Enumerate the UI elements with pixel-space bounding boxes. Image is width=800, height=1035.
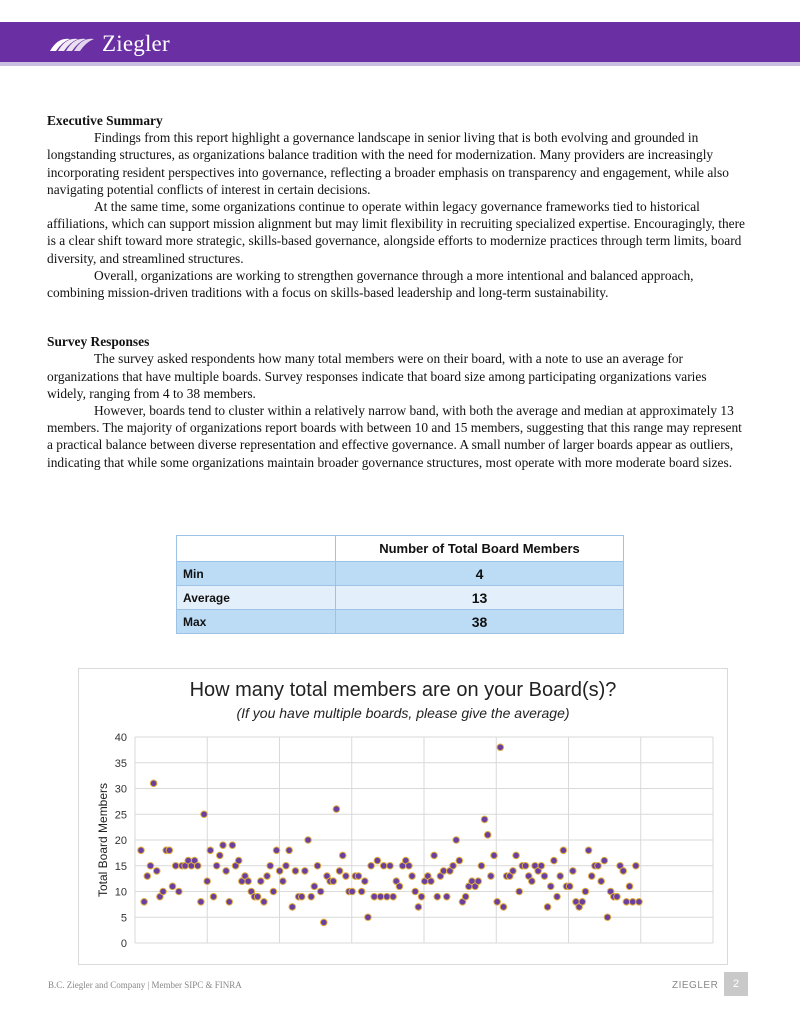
data-point [153,868,160,875]
data-point [321,919,328,926]
data-point [620,868,627,875]
data-point [314,862,321,869]
data-point [204,878,211,885]
data-point [434,893,441,900]
data-point [560,847,567,854]
data-point [361,878,368,885]
data-point [302,868,309,875]
data-point [172,862,179,869]
data-point [462,893,469,900]
data-point [418,893,425,900]
y-tick-label: 10 [114,886,127,899]
data-point [343,873,350,880]
y-tick-label: 15 [114,860,127,873]
data-point [522,862,529,869]
data-point [292,868,299,875]
data-point [254,893,261,900]
y-tick-label: 0 [120,938,127,950]
data-point [601,857,608,864]
data-point [276,868,283,875]
survey-responses-paragraph-1: The survey asked respondents how many total members were on their board, with a note to use an average for organizations that have multiple boards. Survey responses indicate that board size among participating organizations varies widely, ranging from 4 to 38 members. [47,351,707,401]
stats-label-average: Average [177,586,336,610]
data-point [264,873,271,880]
data-point [488,873,495,880]
footer-disclaimer: B.C. Ziegler and Company | Member SIPC & FINRA [48,980,242,990]
data-point [141,899,148,906]
data-point [305,837,312,844]
table-row [177,562,624,586]
survey-responses-title: Survey Responses [47,334,150,350]
data-point [554,893,561,900]
data-point [629,899,636,906]
table-row [177,610,624,634]
data-point [409,873,416,880]
scatter-plot [79,669,727,964]
data-point [494,899,501,906]
stats-table-header: Number of Total Board Members [336,536,624,562]
data-point [380,862,387,869]
y-tick-label: 30 [114,783,127,796]
data-point [415,904,422,911]
board-members-stats-table [176,535,624,634]
data-point [500,904,507,911]
data-point [207,847,214,854]
data-point [544,904,551,911]
data-point [456,857,463,864]
data-point [339,852,346,859]
data-point [308,893,315,900]
data-point [273,847,280,854]
footer-brand: ZIEGLER [672,980,719,991]
executive-summary-paragraph-3: Overall, organizations are working to strengthen governance through a more intentional and balanced approach, combining mission-driven traditions with a focus on skills-based leadership and long-term sustainability. [47,267,694,301]
data-point [626,883,633,890]
data-point [453,837,460,844]
survey-responses-paragraph-2: However, boards tend to cluster within a relatively narrow band, with both the average and median at approximately 13 members. The majority of organizations report boards with between 10 and 15 members, suggesting that this range may represent a practical balance between diverse representation and effective governance. A small number of larger boards appear as outliers, indicating that while some organizations maintain broader governance structures, most operate with more moderate board sizes. [47,403,742,470]
stats-value-min: 4 [336,562,624,586]
data-point [595,862,602,869]
data-point [497,744,504,751]
table-row [177,586,624,610]
stats-label-max: Max [177,610,336,634]
data-point [633,862,640,869]
data-point [551,857,558,864]
data-point [450,862,457,869]
data-point [396,883,403,890]
data-point [147,862,154,869]
data-point [585,847,592,854]
data-point [220,842,227,849]
data-point [144,873,151,880]
page-number: 2 [724,972,748,996]
data-point [166,847,173,854]
data-point [431,852,438,859]
report-body [47,112,747,471]
data-point [280,878,287,885]
chart-subtitle: (If you have multiple boards, please give the average) [236,705,570,721]
y-tick-label: 25 [114,809,127,822]
chart-title: How many total members are on your Board(s)? [189,679,617,701]
data-point [557,873,564,880]
data-point [374,857,381,864]
data-point [387,862,394,869]
data-point [541,873,548,880]
data-point [478,862,485,869]
data-point [358,888,365,895]
y-tick-label: 5 [120,912,127,925]
stats-table-corner [177,536,336,562]
data-point [484,832,491,839]
data-point [614,893,621,900]
data-point [623,899,630,906]
data-point [371,893,378,900]
data-point [598,878,605,885]
y-tick-label: 40 [114,732,127,744]
data-point [245,878,252,885]
stats-value-max: 38 [336,610,624,634]
executive-summary-title: Executive Summary [47,113,163,128]
executive-summary-paragraph-1: Findings from this report highlight a governance landscape in senior living that is both evolving and grounded in longstanding structures, as organizations balance tradition with the need for modernization. Many providers are increasingly incorporating resident perspectives into governance, reflecting a broader emphasis on transparency and engagement, while also navigating potential conflicts of interest in certain decisions. [47,130,729,197]
data-point [261,899,268,906]
data-point [298,893,305,900]
data-point [365,914,372,921]
data-point [582,888,589,895]
data-point [223,868,230,875]
brand-logo[interactable] [48,28,170,60]
data-point [216,852,223,859]
data-point [289,904,296,911]
data-point [377,893,384,900]
data-point [406,862,413,869]
data-point [330,878,337,885]
data-point [194,862,201,869]
data-point [198,899,205,906]
y-tick-label: 20 [114,835,127,847]
data-point [336,868,343,875]
data-point [317,888,324,895]
data-point [440,868,447,875]
stats-label-min: Min [177,562,336,586]
data-point [570,868,577,875]
data-point [491,852,498,859]
data-point [138,847,145,854]
y-axis-label: Total Board Members [96,782,110,898]
data-point [169,883,176,890]
data-point [270,888,277,895]
y-tick-label: 35 [114,757,127,770]
data-point [257,878,264,885]
data-point [267,862,274,869]
data-point [566,883,573,890]
data-point [226,899,233,906]
data-point [636,899,643,906]
data-point [201,811,208,818]
data-point [213,862,220,869]
data-point [538,862,545,869]
data-point [286,847,293,854]
data-point [210,893,217,900]
data-point [150,780,157,787]
data-point [481,816,488,823]
data-point [368,862,375,869]
data-point [349,888,356,895]
data-point [513,852,520,859]
data-point [588,873,595,880]
data-point [510,868,517,875]
data-point [355,873,362,880]
data-point [311,883,318,890]
data-point [160,888,167,895]
executive-summary-paragraph-2: At the same time, some organizations continue to operate within legacy governance frameworks tied to historical affiliations, which can support mission alignment but may limit flexibility in recruiting specialized expertise. Encouragingly, there is a clear shift toward more strategic, skills-based governance, alongside efforts to modernize practices through term limits, board diversity, and streamlined structures. [47,199,745,266]
data-point [529,878,536,885]
data-point [235,857,242,864]
data-point [176,888,183,895]
data-point [390,893,397,900]
ziegler-wave-logo-icon [48,33,96,55]
data-point [428,878,435,885]
stats-value-average: 13 [336,586,624,610]
board-size-chart [78,668,728,965]
brand-name: Ziegler [102,31,170,56]
data-point [333,806,340,813]
data-point [412,888,419,895]
data-point [604,914,611,921]
data-point [516,888,523,895]
data-point [579,899,586,906]
data-point [475,878,482,885]
data-point [384,893,391,900]
data-point [547,883,554,890]
data-point [229,842,236,849]
data-point [283,862,290,869]
data-point [443,893,450,900]
